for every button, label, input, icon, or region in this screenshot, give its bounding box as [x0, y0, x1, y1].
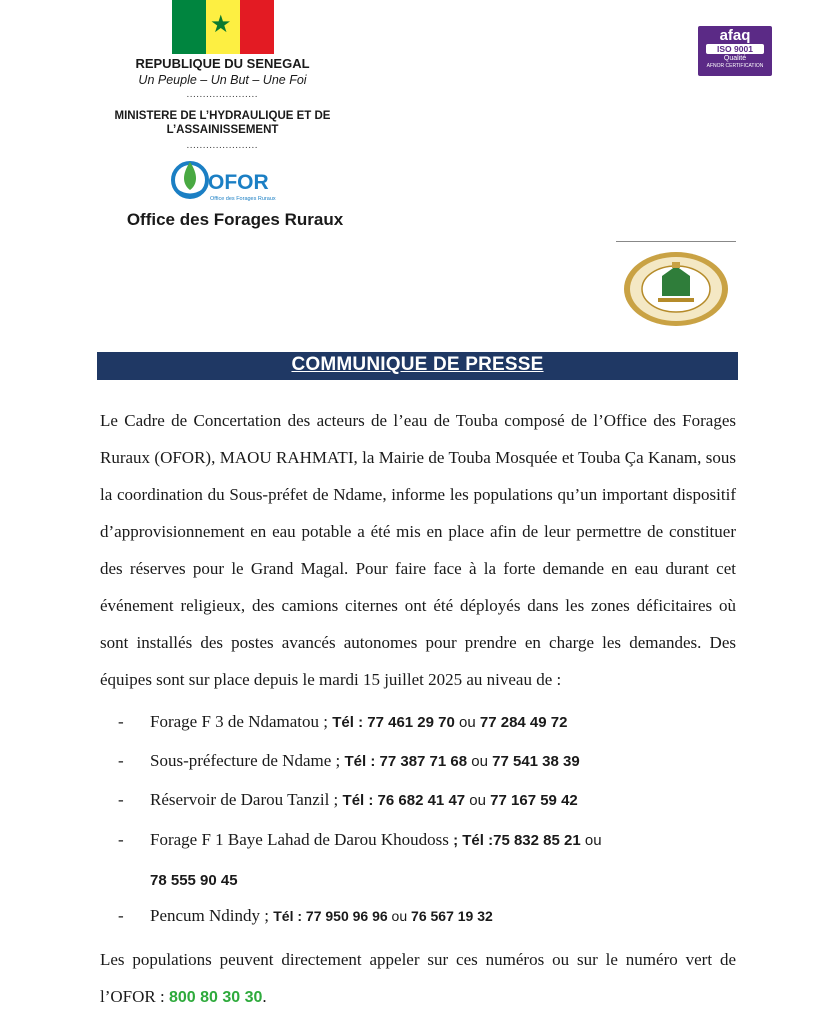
closing-period: .	[262, 987, 267, 1006]
tel-label: Tél :	[332, 714, 368, 731]
national-motto: Un Peuple – Un But – Une Foi	[138, 73, 307, 87]
certification-issuer: AFNOR CERTIFICATION	[706, 63, 764, 69]
ministry-line-1: MINISTERE DE L’HYDRAULIQUE ET DE	[114, 110, 331, 122]
closing-text: Les populations peuvent directement appeler sur ces numéros ou sur le numéro vert de l’OFOR :	[100, 950, 736, 1006]
phone-number: 77 387 71 68	[379, 753, 468, 770]
body-paragraph: Le Cadre de Concertation des acteurs de l’eau de Touba composé de l’Office des Forages Ruraux (OFOR), MAOU RAHMATI, la Mairie de Touba Mosquée et Touba Ça Kanam, sous la coordination du Sous-préfet de Ndame, informe les populations qu’un important dispositif d’approvisionnement en eau potable a été mis en place afin de leur permettre de constituer des réserves pour le Grand Magal. Pour faire face à la forte demande en eau durant cet événement religieux, des camions citernes ont été déployés dans les zones déficitaires où sont installés des postes avancés autonomes pour prendre en charge les demandes. Des équipes sont sur place depuis le mardi 15 juillet 2025 au niveau de :	[100, 411, 736, 689]
site-name: Forage F 1 Baye Lahad de Darou Khoudoss	[150, 830, 454, 849]
press-release-title: COMMUNIQUE DE PRESSE	[291, 354, 544, 375]
flag-star-icon: ★	[210, 12, 232, 38]
organization-name: Office des Forages Ruraux	[126, 210, 344, 229]
quality-label: Qualité	[723, 55, 747, 62]
ofor-logo-subtext: Office des Forages Ruraux	[210, 196, 276, 202]
phone-number: 77 950 96 96	[305, 908, 388, 924]
tel-label: Tél :	[342, 792, 378, 809]
ministry-name	[100, 109, 345, 137]
country-name: REPUBLIQUE DU SENEGAL	[135, 56, 310, 71]
ofor-logo	[168, 150, 283, 208]
tel-label: Tél :	[344, 753, 380, 770]
phone-number: 77 167 59 42	[490, 792, 578, 809]
tel-label: ; Tél :	[453, 832, 494, 849]
separator-dots-2: ......................	[186, 140, 259, 150]
tel-label: Tél :	[273, 908, 306, 924]
phone-separator: ou	[467, 753, 493, 770]
phone-number: 76 567 19 32	[411, 908, 493, 924]
site-name: Pencum Ndindy ;	[150, 906, 274, 925]
site-name: Réservoir de Darou Tanzil ;	[150, 790, 343, 809]
phone-number: 77 461 29 70	[367, 714, 455, 731]
phone-number: 77 541 38 39	[492, 753, 580, 770]
ministry-line-2: L’ASSAINISSEMENT	[166, 124, 279, 136]
separator-dots: ......................	[186, 89, 259, 99]
senegal-flag	[172, 0, 274, 54]
phone-separator: ou	[454, 714, 480, 731]
phone-separator: ou	[580, 832, 602, 849]
touba-seal-logo	[622, 250, 730, 328]
site-name: Sous-préfecture de Ndame ;	[150, 751, 345, 770]
list-bullet: -	[118, 790, 124, 809]
iso-standard: ISO 9001	[706, 44, 764, 54]
closing-paragraph	[100, 941, 736, 1016]
list-bullet: -	[118, 906, 124, 925]
phone-separator: ou	[465, 792, 491, 809]
list-bullet: -	[118, 830, 124, 849]
phone-number: 77 284 49 72	[479, 714, 568, 731]
site-name: Forage F 3 de Ndamatou ;	[150, 712, 333, 731]
phone-number: 75 832 85 21	[493, 832, 581, 849]
toll-free-number: 800 80 30 30	[168, 989, 263, 1006]
afaq-brand: afaq	[719, 27, 751, 44]
list-bullet: -	[118, 751, 124, 770]
phone-separator: ou	[387, 908, 412, 924]
header-rule	[616, 241, 736, 242]
ofor-logo-text: OFOR	[208, 171, 269, 194]
list-bullet: -	[118, 712, 124, 731]
phone-number: 78 555 90 45	[150, 872, 238, 889]
phone-number: 76 682 41 47	[377, 792, 466, 809]
afaq-iso-certification-badge	[698, 26, 772, 76]
